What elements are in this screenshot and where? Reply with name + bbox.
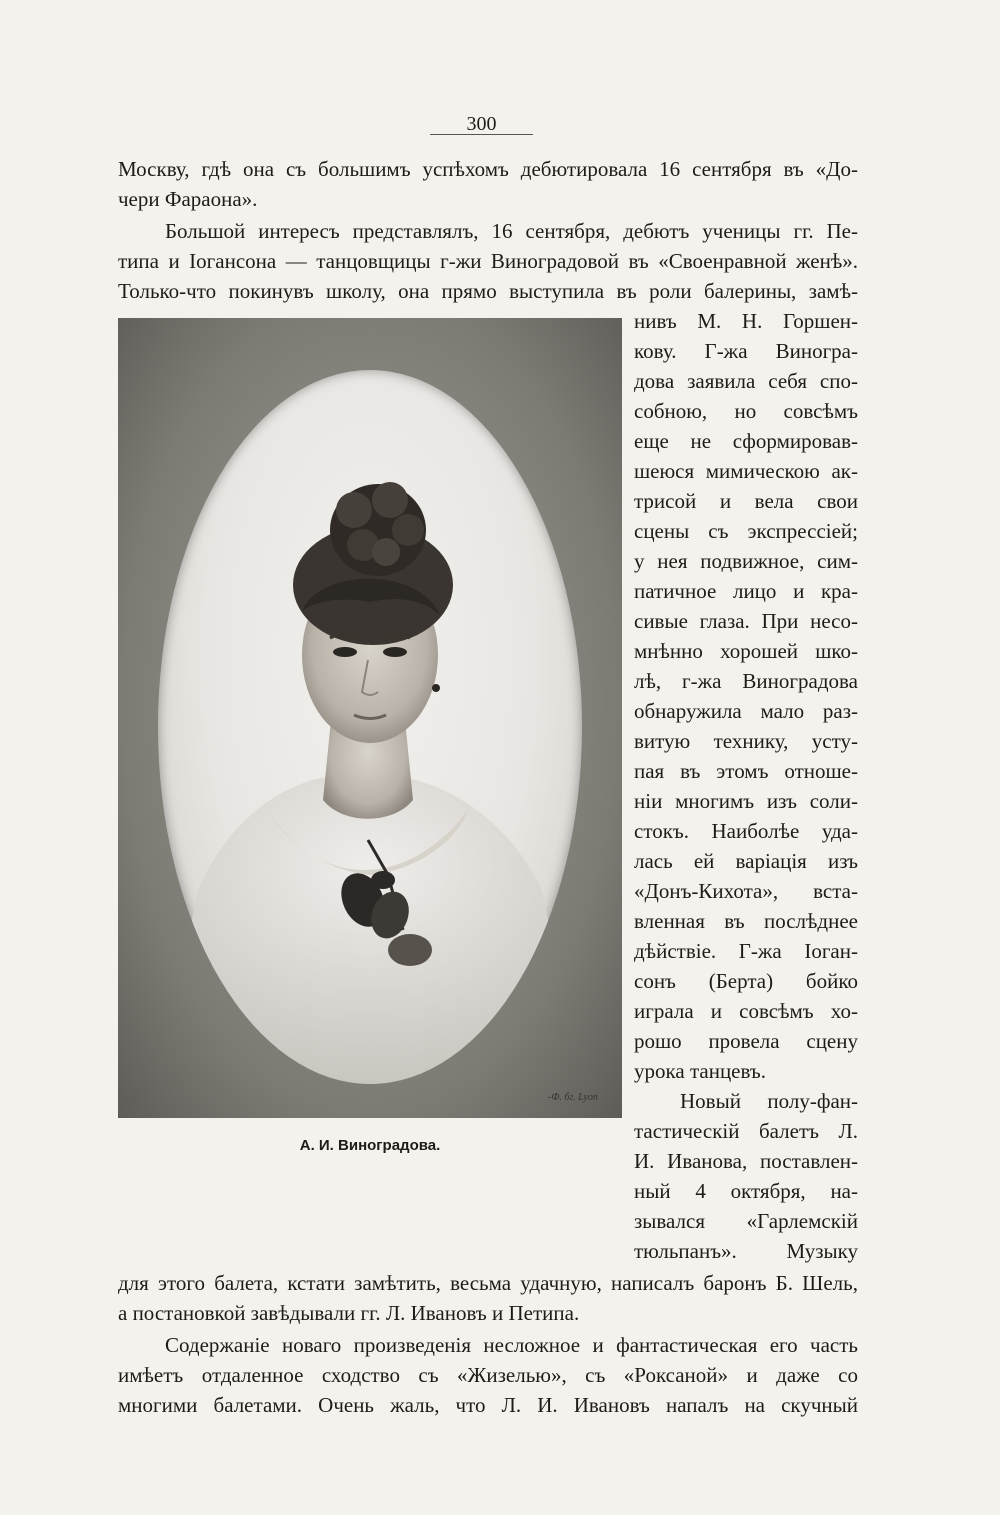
text-line: сцены съ экспрессіей; — [634, 519, 858, 543]
text-line: трисой и вела свои — [634, 489, 858, 513]
text-line: сивые глаза. При несо- — [634, 609, 858, 633]
portrait-oval — [158, 370, 582, 1084]
text-line: чери Фараона». — [118, 187, 258, 211]
text-line: для этого балета, кстати замѣтить, весьма удачную, написалъ баронъ Б. Шель, — [118, 1271, 858, 1295]
page-number: 300 — [466, 113, 497, 135]
text-line: «Донъ-Кихота», вста- — [634, 879, 858, 903]
text-line: Содержаніе новаго произведенія несложное и фантастическая его часть — [165, 1333, 858, 1357]
text-line: Большой интересъ представлялъ, 16 сентября, дебютъ ученицы гг. Пе- — [165, 219, 858, 243]
text-line: дова заявила себя спо- — [634, 369, 858, 393]
text-line: витую технику, усту- — [634, 729, 858, 753]
text-line: а постановкой завѣдывали гг. Л. Ивановъ и Петипа. — [118, 1301, 580, 1325]
text-line: играла и совсѣмъ хо- — [634, 999, 858, 1023]
portrait-plate — [118, 318, 622, 1118]
text-line: лась ей варіація изъ — [634, 849, 858, 873]
text-line: кову. Г-жа Виногра- — [634, 339, 858, 363]
text-line: Москву, гдѣ она съ большимъ успѣхомъ дебютировала 16 сентября въ «До- — [118, 157, 858, 181]
text-line: нивъ М. Н. Горшен- — [634, 309, 858, 333]
text-line: Новый полу-фан- — [680, 1089, 858, 1113]
text-line: имѣетъ отдаленное сходство съ «Жизелью», съ «Роксаной» и даже со — [118, 1363, 858, 1387]
text-line: дѣйствіе. Г-жа Іоган- — [634, 939, 858, 963]
text-line: Только-что покинувъ школу, она прямо выступила въ роли балерины, замѣ- — [118, 279, 858, 303]
page-number-rule — [430, 134, 533, 135]
engraver-mark: -Ф. бг. Lyon — [548, 1092, 598, 1103]
text-line: мнѣнно хорошей шко- — [634, 639, 858, 663]
text-line: стокъ. Наиболѣе уда- — [634, 819, 858, 843]
text-line: ніи многимъ изъ соли- — [634, 789, 858, 813]
text-line: лѣ, г-жа Виноградова — [634, 669, 858, 693]
text-line: тастическій балетъ Л. — [634, 1119, 858, 1143]
text-line: еще не сформировав- — [634, 429, 858, 453]
text-line: сонъ (Берта) бойко — [634, 969, 858, 993]
plate-caption: А. И. Виноградова. — [299, 1137, 441, 1154]
text-line: зывался «Гарлемскій — [634, 1209, 858, 1233]
text-line: урока танцевъ. — [634, 1059, 767, 1083]
text-line: шеюся мимическою ак- — [634, 459, 858, 483]
text-line: тюльпанъ». Музыку — [634, 1239, 858, 1263]
text-line: рошо провела сцену — [634, 1029, 858, 1053]
text-line: обнаружила мало раз- — [634, 699, 858, 723]
text-line: у нея подвижное, сим- — [634, 549, 858, 573]
text-line: вленная въ послѣднее — [634, 909, 858, 933]
text-line: собною, но совсѣмъ — [634, 399, 858, 423]
portrait-photo — [158, 370, 582, 1084]
text-line: патичное лицо и кра- — [634, 579, 858, 603]
text-line: многими балетами. Очень жаль, что Л. И. Ивановъ напалъ на скучный — [118, 1393, 858, 1417]
text-line: типа и Іогансона — танцовщицы г-жи Виноградовой въ «Своенравной женѣ». — [118, 249, 858, 273]
text-line: И. Иванова, поставлен- — [634, 1149, 858, 1173]
text-line: ный 4 октября, на- — [634, 1179, 858, 1203]
text-line: пая въ этомъ отноше- — [634, 759, 858, 783]
